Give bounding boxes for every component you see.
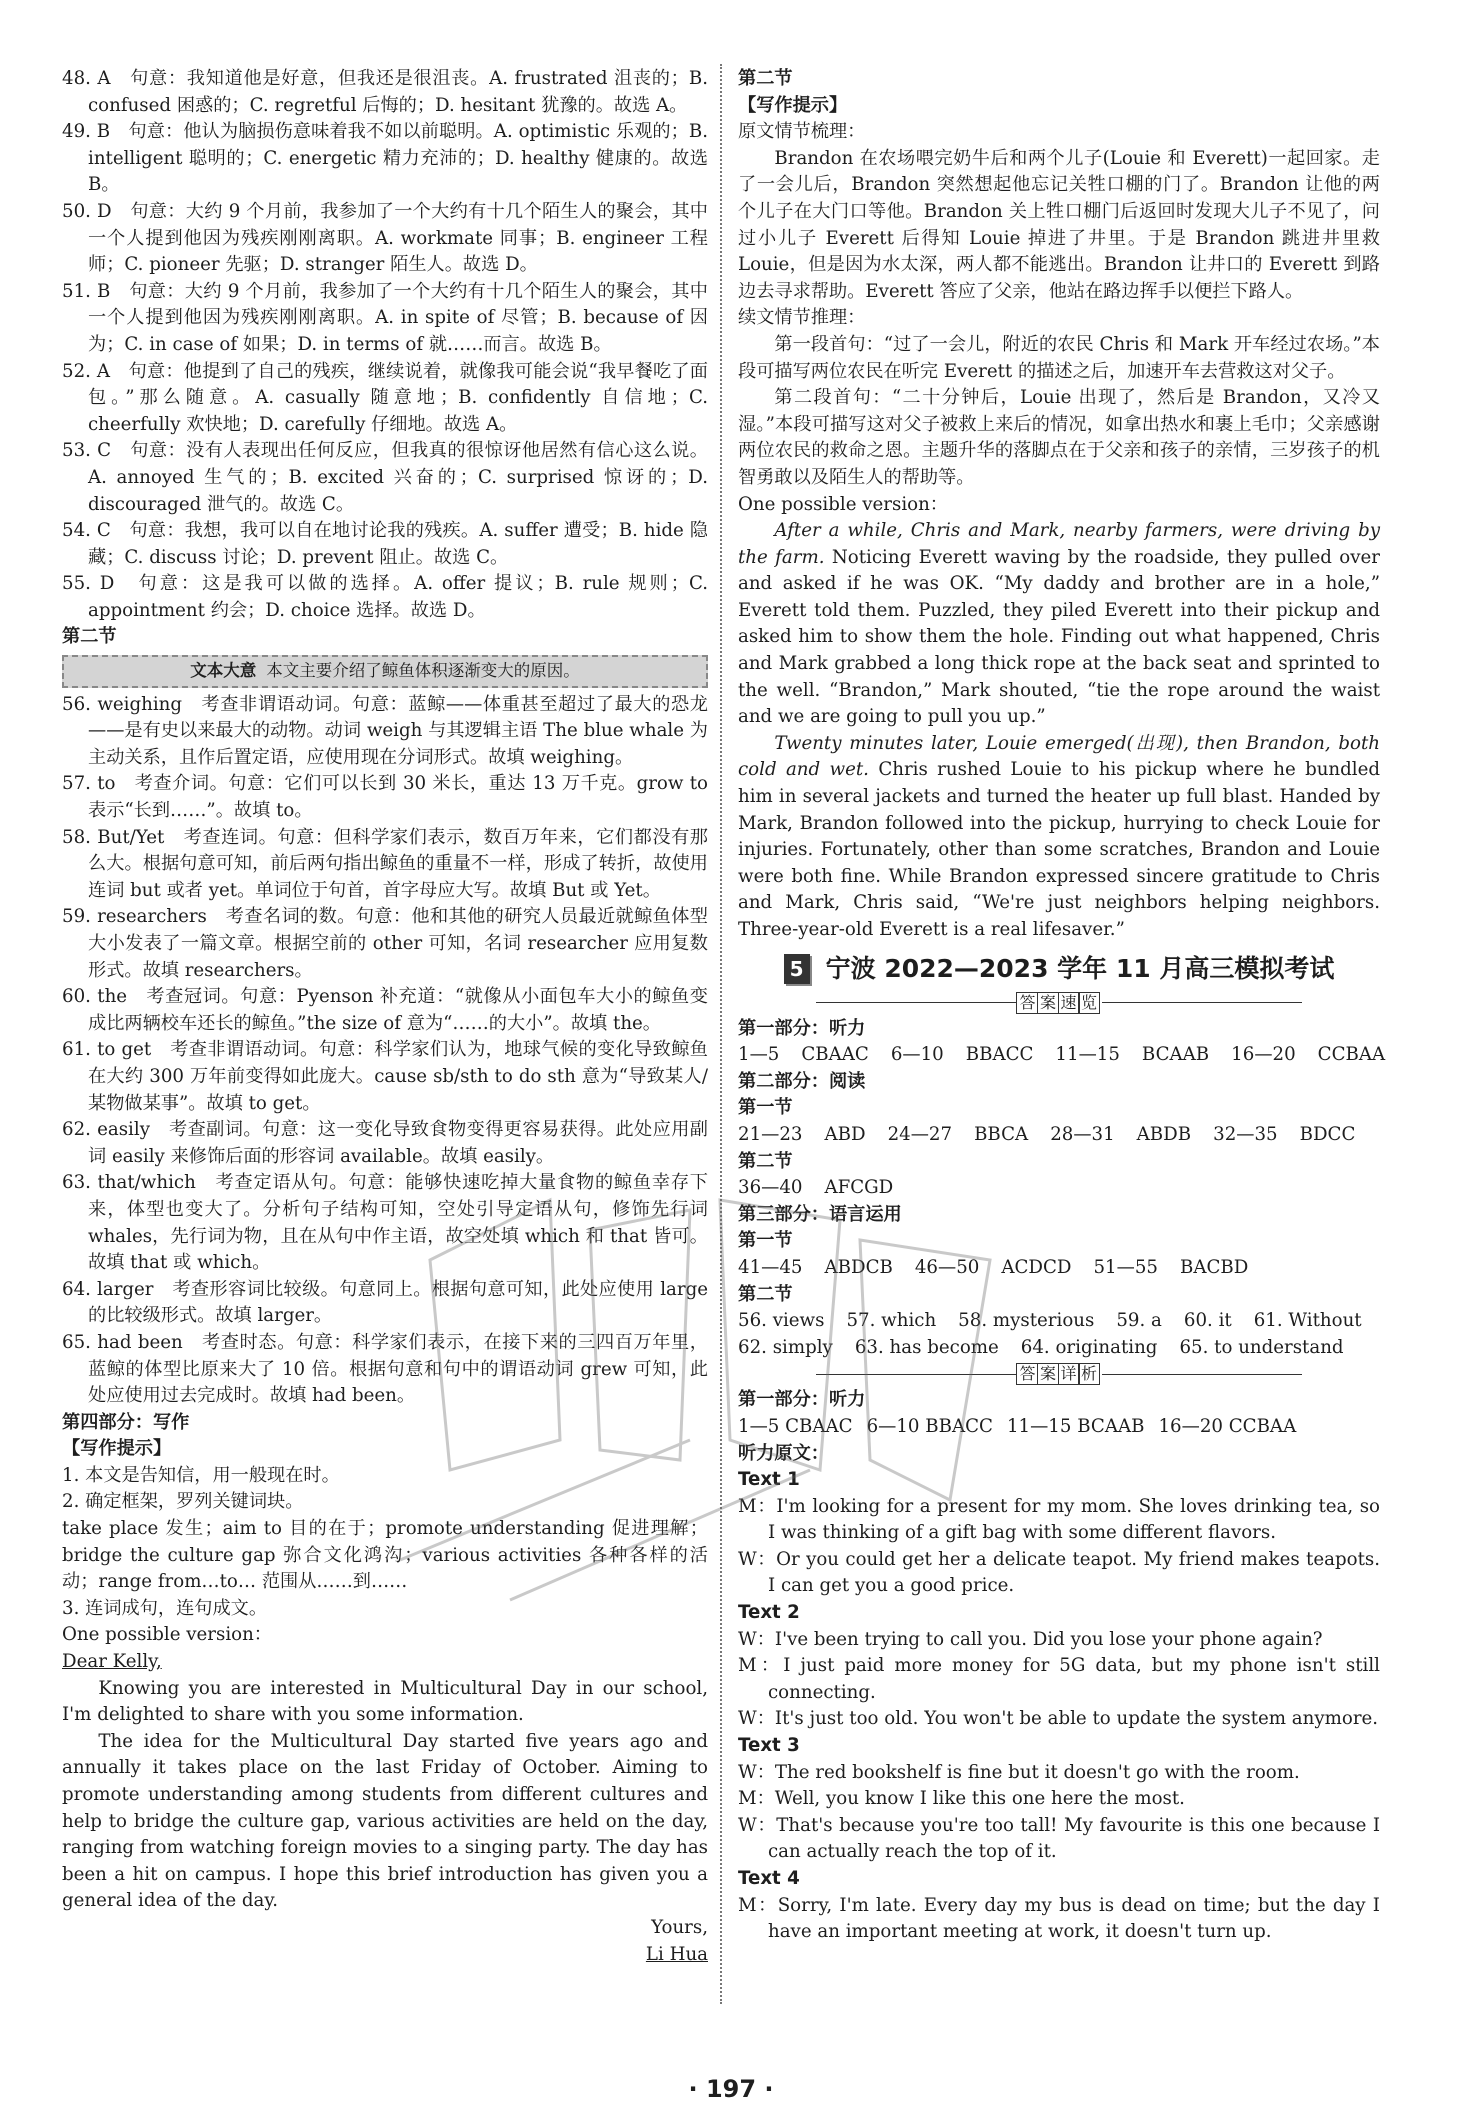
section-heading: 第二部分：阅读 <box>738 1070 866 1092</box>
answer-cell: 16—20 <box>1231 1044 1296 1066</box>
answer-cell: 24—27 <box>887 1123 953 1145</box>
answer-cell: 1—5 <box>738 1044 780 1066</box>
section-heading: 第一节 <box>738 1097 793 1119</box>
section-heading: 【写作提示】 <box>62 1438 172 1460</box>
writing-answer-section <box>738 66 1380 944</box>
answer-cell: 32—35 <box>1213 1123 1278 1145</box>
dialogue-line: W：Or you could get her a delicate teapot. My friend makes teapots. I can get you a good price. <box>738 1548 1380 1597</box>
answer-explanation: 53. C 句意：没有人表现出任何反应，但我真的很惊讶他居然有信心这么说。A. annoyed 生气的；B. excited 兴奋的；C. surprised 惊讶的；D. discouraged 泄气的。故选 C。 <box>62 440 708 515</box>
answer-explanation: 60. the 考查冠词。句意：Pyenson 补充道：“就像从小面包车大小的鲸鱼变成比两辆校车还长的鲸鱼。”the size of 意为“……的大小”。故填 the。 <box>62 986 708 1034</box>
letter-signature <box>62 1942 708 1969</box>
paragraph: 第一段首句：“过了一会儿，附近的农民 Chris 和 Mark 开车经过农场。”本段可描写两位农民在听完 Everett 的描述之后，加速开车去营救这对父子。 <box>738 333 1380 382</box>
text-line: 3. 连词成句，连句成文。 <box>62 1597 268 1619</box>
answer-row <box>738 1308 1380 1335</box>
summary-label: 文本大意 <box>190 661 257 681</box>
answer-cell: 41—45 <box>738 1256 803 1278</box>
dialogue-line: W：That's because you're too tall! My favourite is this one because I can actually reach the top of it. <box>738 1814 1380 1863</box>
letter-signature-text: Li Hua <box>645 1943 708 1965</box>
given-sentence: Twenty minutes later, Louie emerged(出现), then Brandon, both cold and wet. <box>738 732 1380 781</box>
left-column <box>62 66 708 1968</box>
label-char: 析 <box>1078 1363 1100 1385</box>
section-heading: 第二节 <box>738 1150 793 1172</box>
quick-answers-divider <box>738 992 1380 1014</box>
answer-row <box>738 1414 1380 1441</box>
answer-cell: BDCC <box>1299 1123 1356 1145</box>
answer-row <box>738 1175 1380 1202</box>
answer-cell: 6—10 BBACC <box>866 1415 993 1437</box>
section-heading: 第四部分：写作 <box>62 1411 190 1433</box>
letter-salutation-text: Dear Kelly, <box>62 1651 162 1673</box>
answer-cell: 62. simply <box>738 1336 833 1358</box>
answer-cell: AFCGD <box>824 1177 894 1199</box>
answer-cell: ABDB <box>1136 1123 1192 1145</box>
detailed-answers <box>738 1387 1380 1945</box>
answer-cell: 21—23 <box>738 1123 803 1145</box>
answer-cell: 11—15 BCAAB <box>1006 1415 1145 1437</box>
answer-cell: 11—15 <box>1055 1044 1120 1066</box>
text-line: 续文情节推理： <box>738 307 866 329</box>
answer-cell: 36—40 <box>738 1177 803 1199</box>
answer-explanation: 59. researchers 考查名词的数。句意：他和其他的研究人员最近就鲸鱼体型大小发表了一篇文章。根据空前的 other 可知，名词 researcher 应用复数形式。故填 researchers。 <box>62 906 708 981</box>
label-char: 答 <box>1016 992 1038 1014</box>
answer-cell: 63. has become <box>854 1336 999 1358</box>
section-heading: 第二节 <box>738 68 793 89</box>
answer-cell: CCBAA <box>1317 1044 1386 1066</box>
label-char: 览 <box>1078 992 1100 1014</box>
answer-cell: 58. mysterious <box>958 1310 1095 1332</box>
answer-explanation: 52. A 句意：他提到了自己的残疾，继续说着，就像我可能会说“我早餐吃了面包。”那么随意。A. casually 随意地；B. confidently 自信地；C. cheerfully 欢快地；D. carefully 仔细地。故选 A。 <box>62 360 708 435</box>
section-heading: Text 3 <box>738 1735 800 1757</box>
answer-cell: 56. views <box>738 1310 825 1332</box>
answer-cell: 65. to understand <box>1179 1336 1344 1358</box>
paragraph: 第二段首句：“二十分钟后，Louie 出现了，然后是 Brandon，又冷又湿。”本段可描写这对父子被救上来后的情况，如拿出热水和裹上毛巾；父亲感谢两位农民的救命之恩。主题升华的落脚点在于父亲和孩子的亲情，三岁孩子的机智勇敢以及陌生人的帮助等。 <box>738 387 1380 488</box>
page-number: · 197 · <box>688 2075 774 2103</box>
exam-title <box>738 952 1380 986</box>
answer-cell: CBAAC <box>801 1044 869 1066</box>
answer-row <box>738 1255 1380 1282</box>
answer-cell: 60. it <box>1183 1310 1232 1332</box>
paragraph <box>738 731 1380 944</box>
answer-cell: BACBD <box>1179 1256 1249 1278</box>
dialogue-line: M：I just paid more money for 5G data, but my phone isn't still connecting. <box>738 1655 1380 1703</box>
label-char: 详 <box>1058 1363 1080 1385</box>
section-heading: Text 2 <box>738 1602 800 1624</box>
exam-number-badge: 5 <box>784 954 810 984</box>
section-heading: 第一节 <box>738 1230 793 1252</box>
section-heading: 第三部分：语言运用 <box>738 1203 902 1225</box>
answer-explanation: 48. A 句意：我知道他是好意，但我还是很沮丧。A. frustrated 沮丧的；B. confused 困惑的；C. regretful 后悔的；D. hesitant 犹豫的。故选 A。 <box>62 68 708 116</box>
quick-answers <box>738 1016 1386 1362</box>
dialogue-line: M：I'm looking for a present for my mom. She loves drinking tea, so I was thinking of a gift bag with some different flavors. <box>738 1495 1380 1544</box>
text-line: take place 发生；aim to 目的在于；promote understanding 促进理解；bridge the culture gap 弥合文化鸿沟；various activities 各种各样的活动；range from…to… 范围从……到…… <box>62 1518 708 1593</box>
answer-cell: 16—20 CCBAA <box>1158 1415 1297 1437</box>
dialogue-line: W：I've been trying to call you. Did you lose your phone again? <box>738 1628 1323 1650</box>
section-heading: 【写作提示】 <box>738 94 848 116</box>
letter-salutation <box>62 1649 708 1676</box>
answer-cell: ABD <box>824 1123 866 1145</box>
answer-cell: 28—31 <box>1050 1123 1115 1145</box>
section-heading: Text 4 <box>738 1868 800 1889</box>
answer-cell: 1—5 CBAAC <box>738 1415 853 1437</box>
answer-explanation: 61. to get 考查非谓语动词。句意：科学家们认为，地球气候的变化导致鲸鱼在大约 300 万年前变得如此庞大。cause sb/sth to do sth 意为“导致某人/某物做某事”。故填 to get。 <box>62 1039 708 1114</box>
section-heading: 听力原文： <box>738 1442 829 1464</box>
exam-title-text: 宁波 2022—2023 学年 11 月高三模拟考试 <box>825 953 1335 983</box>
paragraph: The idea for the Multicultural Day started five years ago and annually it takes place on the last Friday of October. Aiming to promote understanding among students from different cultures and help to bridge the culture gap, various activities are held on the day, ranging from watching foreign movies to a singing party. The day has been a hit on campus. I hope this brief introduction has given you a general idea of the day. <box>62 1730 708 1912</box>
right-column <box>738 66 1386 1946</box>
letter-closing: Yours, <box>651 1916 708 1938</box>
answer-explanation: 58. But/Yet 考查连词。句意：但科学家们表示，数百万年来，它们都没有那么大。根据句意可知，前后两句指出鲸鱼的重量不一样，形成了转折，故使用连词 but 或者 yet。单词位于句首，首字母应大写。故填 But 或 Yet。 <box>62 826 708 901</box>
answer-row <box>738 1042 1386 1069</box>
answer-explanation: 54. C 句意：我想，我可以自在地讨论我的残疾。A. suffer 遭受；B. hide 隐藏；C. discuss 讨论；D. prevent 阻止。故选 C。 <box>62 520 708 568</box>
given-sentence: After a while, Chris and Mark, nearby farmers, were driving by the farm. <box>738 520 1380 568</box>
dialogue-line: W：It's just too old. You won't be able to update the system anymore. <box>738 1708 1379 1730</box>
answer-cell: 57. which <box>846 1310 937 1332</box>
text-line: One possible version： <box>738 493 948 515</box>
dialogue-line: M：Sorry, I'm late. Every day my bus is dead on time; but the day I have an important meeting at work, it doesn't turn up. <box>738 1894 1380 1943</box>
answer-explanation: 55. D 句意：这是我可以做的选择。A. offer 提议；B. rule 规则；C. appointment 约会；D. choice 选择。故选 D。 <box>62 573 708 621</box>
answer-cell: 6—10 <box>890 1044 944 1066</box>
section-heading: 第二节 <box>738 1283 793 1305</box>
answer-row <box>738 1122 1380 1149</box>
detailed-answers-divider <box>738 1363 1380 1385</box>
answer-explanation: 62. easily 考查副词。句意：这一变化导致食物变得更容易获得。此处应用副词 easily 来修饰后面的形容词 available。故填 easily。 <box>62 1119 708 1167</box>
answer-cell: ACDCD <box>1001 1256 1072 1278</box>
answer-explanation: 51. B 句意：大约 9 个月前，我参加了一个大约有十几个陌生人的聚会，其中一个人提到他因为残疾刚刚离职。A. in spite of 尽管；B. because of 因为；C. in case of 如果；D. in terms of 就……而言。故选 B。 <box>62 280 708 355</box>
paragraph: Knowing you are interested in Multicultural Day in our school, I'm delighted to share with you some information. <box>62 1677 708 1726</box>
paragraph-text: Chris rushed Louie to his pickup where he bundled him in several jackets and turned the heater up full blast. Handed by Mark, Brandon followed into the pickup, hurrying to check Louie for injuries. Fortunately, other than some scratches, Brandon and Louie were both fine. While Brandon expressed sincere gratitude to Chris and Mark, Chris said, “We're just neighbors helping neighbors. Three-year-old Everett is a real lifesaver.” <box>738 759 1381 940</box>
answer-explanation: 49. B 句意：他认为脑损伤意味着我不如以前聪明。A. optimistic 乐观的；B. intelligent 聪明的；C. energetic 精力充沛的；D. healthy 健康的。故选 B。 <box>62 121 708 196</box>
label-char: 答 <box>1016 1363 1038 1385</box>
label-char: 案 <box>1037 992 1059 1014</box>
summary-text: 本文主要介绍了鲸鱼体积逐渐变大的原因。 <box>266 661 580 681</box>
answer-cell: 46—50 <box>914 1256 980 1278</box>
dialogue-line: W：The red bookshelf is fine but it doesn't go with the room. <box>738 1761 1300 1783</box>
answer-explanation: 50. D 句意：大约 9 个月前，我参加了一个大约有十几个陌生人的聚会，其中一个人提到他因为残疾刚刚离职。A. workmate 同事；B. engineer 工程师；C. pioneer 先驱；D. stranger 陌生人。故选 D。 <box>62 200 708 276</box>
text-line: 1. 本文是告知信，用一般现在时。 <box>62 1464 340 1486</box>
answer-cell: BBACC <box>965 1044 1034 1066</box>
text-line: 2. 确定框架，罗列关键词块。 <box>62 1491 304 1513</box>
summary-box <box>62 655 708 688</box>
answer-row <box>738 1335 1380 1362</box>
answer-explanation: 57. to 考查介词。句意：它们可以长到 30 米长，重达 13 万千克。grow to 表示“长到……”。故填 to。 <box>62 773 708 822</box>
text-line: 原文情节梳理： <box>738 121 866 143</box>
paragraph <box>738 518 1380 731</box>
paragraph: Brandon 在农场喂完奶牛后和两个儿子(Louie 和 Everett)一起回家。走了一会儿后，Brandon 突然想起他忘记关牲口棚的门了。Brandon 让他的两个儿子在大门口等他。Brandon 关上牲口棚门后返回时发现大儿子不见了，问过小儿子 Everett 后得知 Louie 掉进了井里。于是 Brandon 跳进井里救 Louie，但是因为水太深，两人都不能逃出。Brandon 让井口的 Everett 到路边去寻求帮助。Everett 答应了父亲，他站在路边挥手以便拦下路人。 <box>738 147 1380 302</box>
answer-cell: BBCA <box>974 1123 1029 1145</box>
answer-explanation: 64. larger 考查形容词比较级。句意同上。根据句意可知，此处应使用 large 的比较级形式。故填 larger。 <box>62 1278 708 1327</box>
answer-explanation: 63. that/which 考查定语从句。句意：能够快速吃掉大量食物的鲸鱼幸存下来，体型也变大了。分析句子结构可知，空处引导定语从句，修饰先行词 whales，先行词为物，且在从句中作主语，故空处填 which 和 that 皆可。故填 that 或 which。 <box>62 1172 708 1274</box>
answer-explanation: 56. weighing 考查非谓语动词。句意：蓝鲸——体重甚至超过了最大的恐龙——是有史以来最大的动物。动词 weigh 与其逻辑主语 The blue whale 为主动关系，且作后置定语，应使用现在分词形式。故填 weighing。 <box>62 693 708 768</box>
answer-cell: 64. originating <box>1020 1336 1158 1358</box>
text-line: One possible version： <box>62 1624 272 1646</box>
section-heading: 第一部分：听力 <box>738 1389 866 1411</box>
label-char: 速 <box>1058 992 1080 1014</box>
answer-cell: 51—55 <box>1093 1256 1158 1278</box>
answer-cell: BCAAB <box>1141 1044 1210 1066</box>
section-heading: 第二节 <box>62 626 117 648</box>
answer-explanation: 65. had been 考查时态。句意：科学家们表示，在接下来的三四百万年里，蓝鲸的体型比原来大了 10 倍。根据句意和句中的谓语动词 grew 可知，此处应使用过去完成时。故填 had been。 <box>62 1331 708 1407</box>
label-char: 案 <box>1037 1363 1059 1385</box>
section-heading: Text 1 <box>738 1469 800 1491</box>
column-divider <box>720 64 722 2004</box>
answer-cell: 59. a <box>1116 1310 1162 1332</box>
answer-cell: 61. Without <box>1253 1310 1362 1332</box>
section-heading: 第一部分：听力 <box>738 1017 866 1039</box>
dialogue-line: M：Well, you know I like this one here the most. <box>738 1788 1185 1810</box>
paragraph-text: Noticing Everett waving by the roadside, they pulled over and asked if he was OK. “My daddy and brother are in a hole,” Everett told them. Puzzled, they piled Everett into their pickup and asked him to show them the hole. Finding out what happened, Chris and Mark grabbed a long thick rope at the back seat and sprinted to the well. “Brandon,” Mark shouted, “tie the rope around the waist and we are going to pull you up.” <box>738 546 1380 728</box>
answer-cell: ABDCB <box>824 1256 893 1278</box>
